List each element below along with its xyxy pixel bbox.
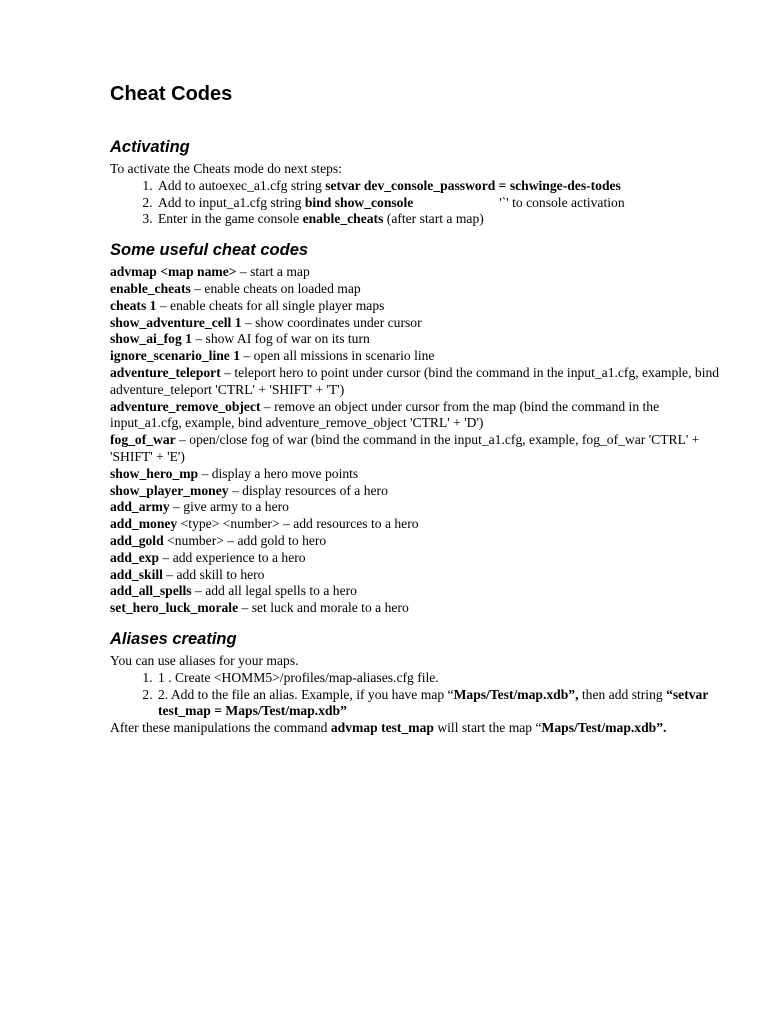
cheat-command: show_player_money xyxy=(110,482,229,498)
cheat-command: adventure_teleport xyxy=(110,364,221,380)
cheat-code-item xyxy=(110,399,730,433)
cheat-description: – show AI fog of war on its turn xyxy=(191,331,370,347)
section-heading-aliases: Aliases creating xyxy=(110,629,237,648)
cheat-code-item xyxy=(110,600,730,617)
cheat-description: – add experience to a hero xyxy=(159,549,306,565)
section-heading-cheat-codes: Some useful cheat codes xyxy=(110,241,309,260)
cheat-code-item xyxy=(110,499,730,516)
outro-bold-text: advmap test_map xyxy=(330,720,434,736)
cheat-code-list xyxy=(110,264,730,617)
section-heading-activating: Activating xyxy=(110,138,190,156)
cheat-description: <type> <number> – add resources to a hero xyxy=(177,516,419,532)
cheat-code-item xyxy=(110,550,730,567)
cheat-description: – open all missions in scenario line xyxy=(240,348,435,364)
cheat-code-item xyxy=(110,432,730,466)
cheat-code-item xyxy=(110,567,730,584)
cheat-code-item xyxy=(110,466,730,483)
step-text: 2. Add to the file an alias. Example, if you have map “ xyxy=(158,686,454,702)
outro-bold-text: Maps/Test/map.xdb”. xyxy=(541,720,667,736)
cheat-code-item xyxy=(110,365,730,399)
cheat-command: fog_of_war xyxy=(110,432,176,448)
section-cheat-codes xyxy=(110,240,730,617)
step-text: to console activation xyxy=(508,194,625,210)
cheat-description: – display a hero move points xyxy=(198,465,359,481)
cheat-code-item xyxy=(110,533,730,550)
activating-step-2 xyxy=(156,195,730,212)
cheat-code-item xyxy=(110,483,730,500)
step-key: '`' xyxy=(499,194,509,210)
cheat-description: – remove an object under cursor from the map (bind the command in the input_a1.cfg, example, bind adventure_remove_object 'CTRL' + 'D') xyxy=(110,398,660,431)
outro-text: will start the map “ xyxy=(433,720,542,736)
aliases-intro: You can use aliases for your maps. xyxy=(110,652,299,668)
cheat-description: – open/close fog of war (bind the command in the input_a1.cfg, example, fog_of_war 'CTRL' + 'SHIFT' + 'E') xyxy=(110,432,700,464)
activating-step-1 xyxy=(156,178,730,195)
cheat-description: – start a map xyxy=(236,264,310,280)
cheat-code-item xyxy=(110,583,730,600)
outro-text: After these manipulations the command xyxy=(110,720,331,736)
cheat-code-item xyxy=(110,281,730,298)
step-text: (after start a map) xyxy=(383,211,484,227)
cheat-command: add_army xyxy=(110,499,170,515)
step-text: 1 . Create <HOMM5>/profiles/map-aliases.cfg file. xyxy=(158,669,439,685)
activating-intro: To activate the Cheats mode do next steps: xyxy=(110,161,342,176)
step-text: then add string xyxy=(578,686,667,702)
cheat-code-item xyxy=(110,298,730,315)
cheat-code-item xyxy=(110,264,730,281)
cheat-command: add_gold xyxy=(110,532,164,548)
step-bold-text: enable_cheats xyxy=(302,211,384,227)
cheat-command: add_money xyxy=(110,516,178,532)
cheat-command: show_ai_fog 1 xyxy=(110,331,192,347)
step-bold-text: Maps/Test/map.xdb”, xyxy=(453,686,579,702)
cheat-description: – teleport hero to point under cursor (bind the command in the input_a1.cfg, example, bind adventure_teleport 'CTRL' + 'SHIFT' + 'T') xyxy=(110,364,720,397)
aliases-outro xyxy=(110,720,730,737)
cheat-command: ignore_scenario_line 1 xyxy=(110,348,241,364)
step-bold-text: bind show_console xyxy=(304,194,414,210)
cheat-description: – set luck and morale to a hero xyxy=(238,600,409,616)
aliases-step-1 xyxy=(156,670,730,687)
cheat-command: add_skill xyxy=(110,566,163,582)
cheat-description: – display resources of a hero xyxy=(228,482,388,498)
cheat-code-item xyxy=(110,331,730,348)
cheat-description: – add skill to hero xyxy=(162,566,265,582)
activating-steps xyxy=(110,178,730,228)
cheat-description: – give army to a hero xyxy=(169,499,289,515)
cheat-command: adventure_remove_object xyxy=(110,398,261,414)
cheat-command: enable_cheats xyxy=(110,280,191,296)
aliases-step-2 xyxy=(156,687,730,721)
step-text: Add to input_a1.cfg string xyxy=(158,194,305,210)
cheat-description: – add all legal spells to a hero xyxy=(191,583,357,599)
section-activating xyxy=(110,137,730,228)
cheat-command: add_all_spells xyxy=(110,583,192,599)
step-bold-text: setvar dev_console_password = schwinge-des-todes xyxy=(325,177,621,193)
cheat-command: show_hero_mp xyxy=(110,465,199,481)
page-title: Cheat Codes xyxy=(110,83,233,105)
cheat-code-item xyxy=(110,315,730,332)
cheat-code-item xyxy=(110,516,730,533)
cheat-command: set_hero_luck_morale xyxy=(110,600,239,616)
cheat-description: <number> – add gold to hero xyxy=(163,532,327,548)
aliases-steps xyxy=(110,670,730,720)
cheat-description: – enable cheats for all single player maps xyxy=(156,297,385,313)
section-aliases xyxy=(110,629,730,737)
cheat-description: – show coordinates under cursor xyxy=(241,314,422,330)
cheat-description: – enable cheats on loaded map xyxy=(190,280,361,296)
step-text: Add to autoexec_a1.cfg string xyxy=(158,177,326,193)
cheat-command: advmap <map name> xyxy=(110,264,237,280)
cheat-command: add_exp xyxy=(110,549,160,565)
cheat-code-item xyxy=(110,348,730,365)
cheat-command: cheats 1 xyxy=(110,297,157,313)
document-content xyxy=(110,82,730,749)
activating-step-3 xyxy=(156,211,730,228)
step-bold-text: “setvar test_map = Maps/Test/map.xdb” xyxy=(158,686,709,719)
step-text: Enter in the game console xyxy=(158,211,303,227)
cheat-command: show_adventure_cell 1 xyxy=(110,314,242,330)
